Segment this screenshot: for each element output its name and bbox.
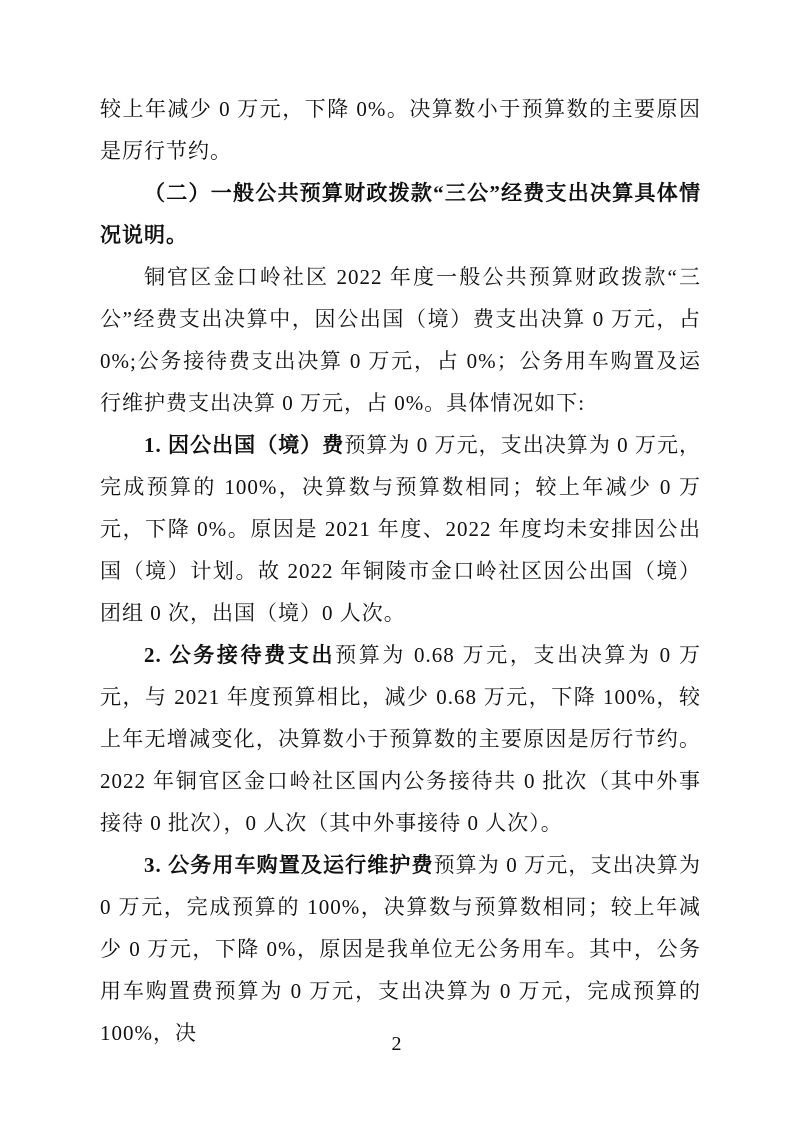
paragraph-item-3: [100, 844, 701, 1054]
item-1-lead: 1. 因公出国（境）费: [144, 433, 345, 457]
paragraph-item-2: [100, 634, 701, 844]
paragraph-item-1: [100, 424, 701, 634]
paragraph-text: 预算为 0 万元，支出决算为 0 万元，完成预算的 100%，决算数与预算数相同；较上年减少 0 万元，下降 0%，原因是我单位无公务用车。其中，公务用车购置费预算为 0 万元，支出决算为 0 万元，完成预算的 100%，决: [100, 853, 702, 1045]
item-2-lead: 2. 公务接待费支出: [144, 643, 336, 667]
paragraph-text: 铜官区金口岭社区 2022 年度一般公共预算财政拨款“三公”经费支出决算中，因公出国（境）费支出决算 0 万元，占 0%;公务接待费支出决算 0 万元，占 0%；公务用车购置及运行维护费支出决算 0 万元，占 0%。具体情况如下:: [100, 265, 701, 415]
paragraph-intro: [100, 256, 701, 424]
document-body: [100, 88, 701, 1054]
paragraph-continuation: [100, 88, 701, 172]
paragraph-text: 预算为 0 万元，支出决算为 0 万元，完成预算的 100%，决算数与预算数相同；较上年减少 0 万元，下降 0%。原因是 2021 年度、2022 年度均未安排因公出国（境）计划。故 2022 年铜陵市金口岭社区因公出国（境）团组 0 次，出国（境）0 人次。: [100, 433, 702, 625]
item-3-lead: 3. 公务用车购置及运行维护费: [144, 853, 434, 877]
paragraph-text: 较上年减少 0 万元，下降 0%。决算数小于预算数的主要原因是厉行节约。: [100, 97, 701, 163]
section-heading: [100, 172, 701, 256]
section-heading-text: （二）一般公共预算财政拨款“三公”经费支出决算具体情况说明。: [100, 181, 701, 247]
page-number: 2: [391, 1033, 402, 1055]
paragraph-text: 预算为 0.68 万元，支出决算为 0 万元，与 2021 年度预算相比，减少 0.68 万元，下降 100%，较上年无增减变化，决算数小于预算数的主要原因是厉行节约。2022 年铜官区金口岭社区国内公务接待共 0 批次（其中外事接待 0 批次），0 人次（其中外事接待 0 人次）。: [100, 643, 702, 835]
